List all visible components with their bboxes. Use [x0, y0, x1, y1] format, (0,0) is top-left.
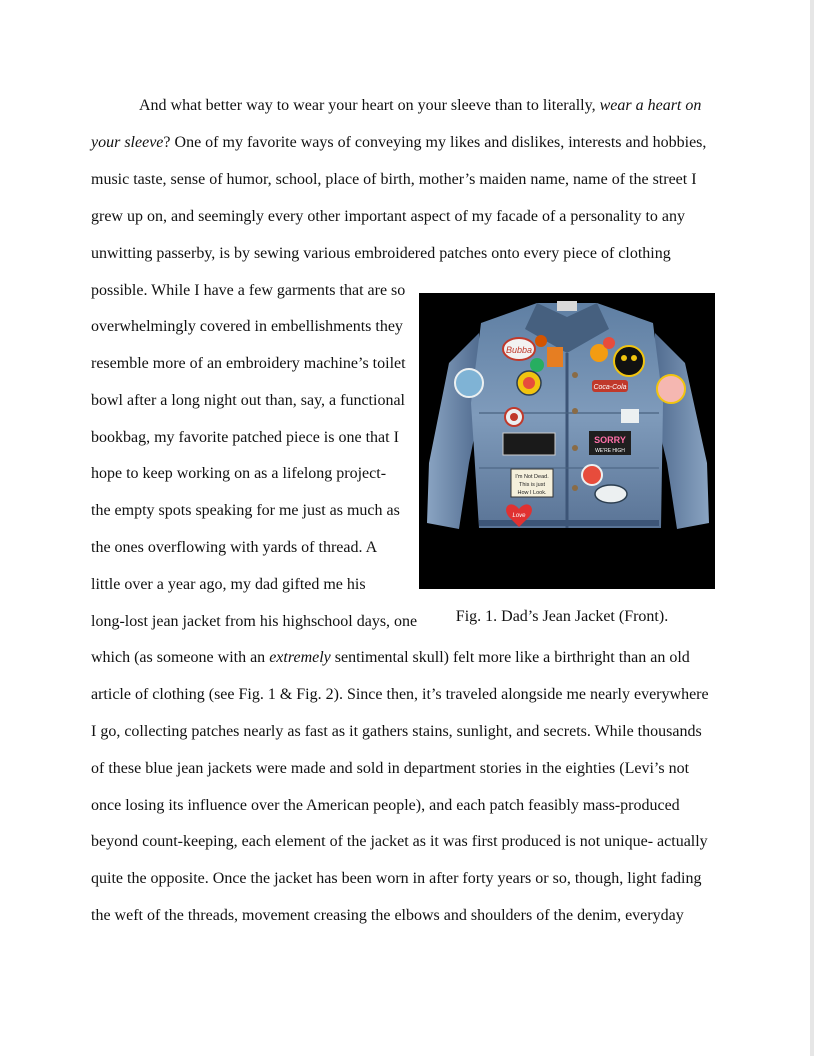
small-white-patch	[621, 409, 639, 423]
figure-caption: Fig. 1. Dad’s Jean Jacket (Front).	[455, 608, 669, 625]
text-line: beyond count-keeping, each element of the jacket as it was first produced is not unique- actually	[91, 833, 708, 850]
text-patch	[503, 433, 555, 455]
svg-text:Coca-Cola: Coca-Cola	[593, 384, 627, 391]
text-line: bookbag, my favorite patched piece is one that I	[91, 429, 399, 446]
right-sleeve-patch	[657, 375, 685, 403]
red-circle-patch	[582, 465, 602, 485]
heart-circle-patch	[505, 408, 523, 426]
text-line: little over a year ago, my dad gifted me his	[91, 576, 366, 593]
svg-text:Bubba: Bubba	[505, 345, 533, 355]
not-dead-patch	[511, 469, 553, 497]
text-line: your sleeve? One of my favorite ways of conveying my likes and dislikes, interests and hobbies,	[91, 134, 707, 151]
text-line: grew up on, and seemingly every other important aspect of my facade of a personality to any	[91, 208, 686, 225]
text-line: long-lost jean jacket from his highschool days, one	[91, 613, 418, 630]
cocacola-patch	[592, 380, 628, 392]
skull-patch	[595, 485, 627, 503]
text-line: of these blue jean jackets were made and sold in department stories in the eighties (Levi’s not	[91, 760, 690, 777]
sorry-patch	[589, 431, 631, 455]
text-line: And what better way to wear your heart on your sleeve than to literally, wear a heart on	[139, 97, 702, 114]
label-tag	[557, 301, 577, 311]
text-line: which (as someone with an extremely sentimental skull) felt more like a birthright than an old	[91, 649, 690, 666]
text-line: overwhelmingly covered in embellishments they	[91, 318, 403, 335]
text-line: unwitting passerby, is by sewing various embroidered patches onto every piece of clothing	[91, 245, 671, 262]
yellow-circle-patch	[517, 371, 541, 395]
text-line: resemble more of an embroidery machine’s toilet	[91, 355, 406, 372]
svg-text:SORRY: SORRY	[594, 435, 626, 445]
bubba-patch	[503, 338, 535, 360]
text-line: music taste, sense of humor, school, place of birth, mother’s maiden name, name of the street I	[91, 171, 697, 188]
svg-text:How I Look.: How I Look.	[517, 490, 547, 496]
page-edge	[810, 0, 814, 1056]
svg-text:Love: Love	[512, 513, 526, 519]
jacket-photo	[419, 293, 715, 589]
blue-circle-patch	[455, 369, 483, 397]
text-line: quite the opposite. Once the jacket has been worn in after forty years or so, though, light fading	[91, 870, 702, 887]
text-line: possible. While I have a few garments that are so	[91, 282, 406, 299]
text-line: article of clothing (see Fig. 1 & Fig. 2). Since then, it’s traveled alongside me nearly everywhere	[91, 686, 709, 703]
svg-text:This is just: This is just	[519, 482, 545, 488]
text-line: hope to keep working on as a lifelong project-	[91, 465, 387, 482]
text-line: the empty spots speaking for me just as much as	[91, 502, 400, 519]
svg-text:I'm Not Dead.: I'm Not Dead.	[515, 474, 549, 480]
text-line: bowl after a long night out than, say, a functional	[91, 392, 405, 409]
text-line: once losing its influence over the American people), and each patch feasibly mass-produced	[91, 797, 680, 814]
small-patch	[547, 347, 563, 367]
svg-text:WE'RE HIGH: WE'RE HIGH	[595, 448, 625, 454]
black-cat-patch	[614, 346, 644, 376]
jacket-illustration	[419, 293, 715, 589]
text-line: the weft of the threads, movement creasing the elbows and shoulders of the denim, everyday	[91, 907, 684, 924]
text-line: I go, collecting patches nearly as fast as it gathers stains, sunlight, and secrets. While thousands	[91, 723, 702, 740]
text-line: the ones overflowing with yards of thread. A	[91, 539, 378, 556]
